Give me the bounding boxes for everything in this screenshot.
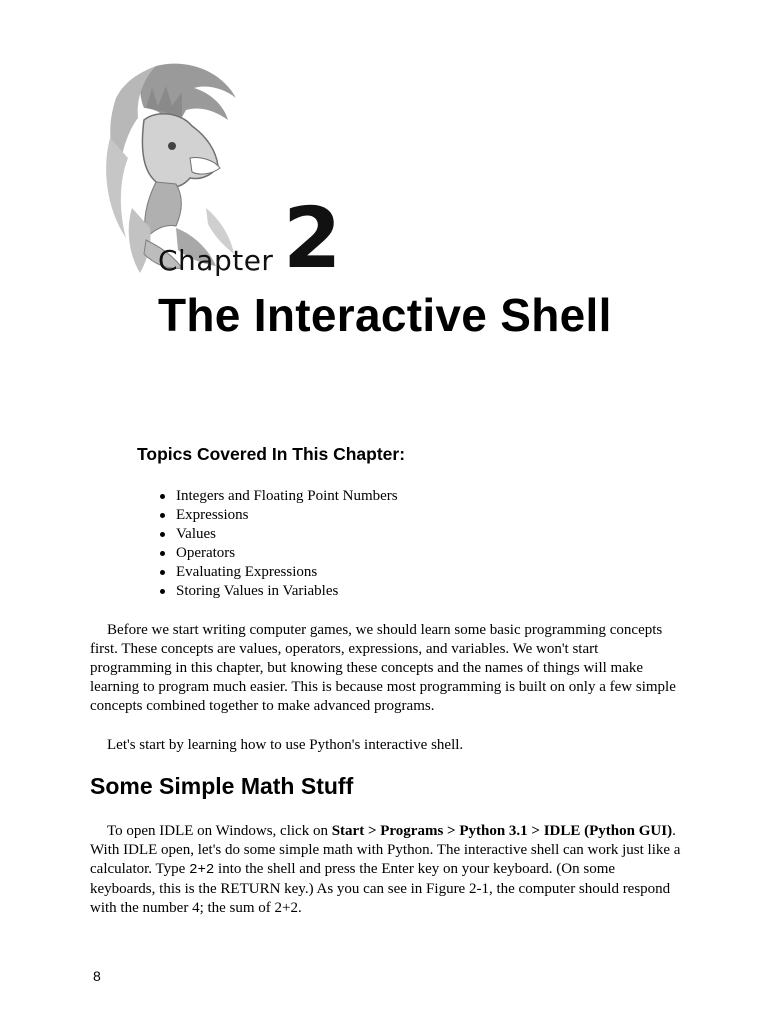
paragraph-text: To open IDLE on Windows, click on: [107, 823, 332, 839]
shell-intro-paragraph: Let's start by learning how to use Python's interactive shell.: [107, 737, 464, 753]
code-snippet: 2+2: [189, 862, 215, 878]
page-number: 8: [93, 968, 101, 984]
topic-item: Integers and Floating Point Numbers: [158, 487, 398, 506]
topics-heading: Topics Covered In This Chapter:: [137, 444, 406, 464]
topic-item: Values: [158, 525, 398, 544]
menu-path-text: Start > Programs > Python 3.1 > IDLE (Python GUI): [331, 823, 673, 839]
paragraph-text: . With IDLE open, let's do some simple math with Python. The interactive shell can work just like a calculator. Type: [90, 823, 681, 877]
chapter-label: Chapter: [158, 244, 274, 277]
topics-list: [158, 487, 398, 601]
idle-instructions-paragraph: [90, 822, 682, 918]
topic-item: Expressions: [158, 506, 398, 525]
topic-item: Operators: [158, 544, 398, 563]
section-heading: Some Simple Math Stuff: [90, 773, 354, 799]
topic-item: Evaluating Expressions: [158, 563, 398, 582]
chapter-number: 2: [283, 189, 342, 287]
paragraph-text: into the shell and press the Enter key on your keyboard. (On some keyboards, this is the RETURN key.) As you can see in Figure 2-1, the computer should respond with the number 4; the sum of 2+2.: [90, 861, 671, 916]
chapter-title: The Interactive Shell: [158, 289, 612, 341]
topic-item: Storing Values in Variables: [158, 582, 398, 601]
intro-paragraph: Before we start writing computer games, we should learn some basic programming concepts first. These concepts are values, operators, expressions, and variables. We won't start programming in this chapter, but knowing these concepts and the names of things will make learning to program much easier. This is because most programming is built on only a few simple concepts combined together to make advanced programs.: [90, 622, 676, 714]
